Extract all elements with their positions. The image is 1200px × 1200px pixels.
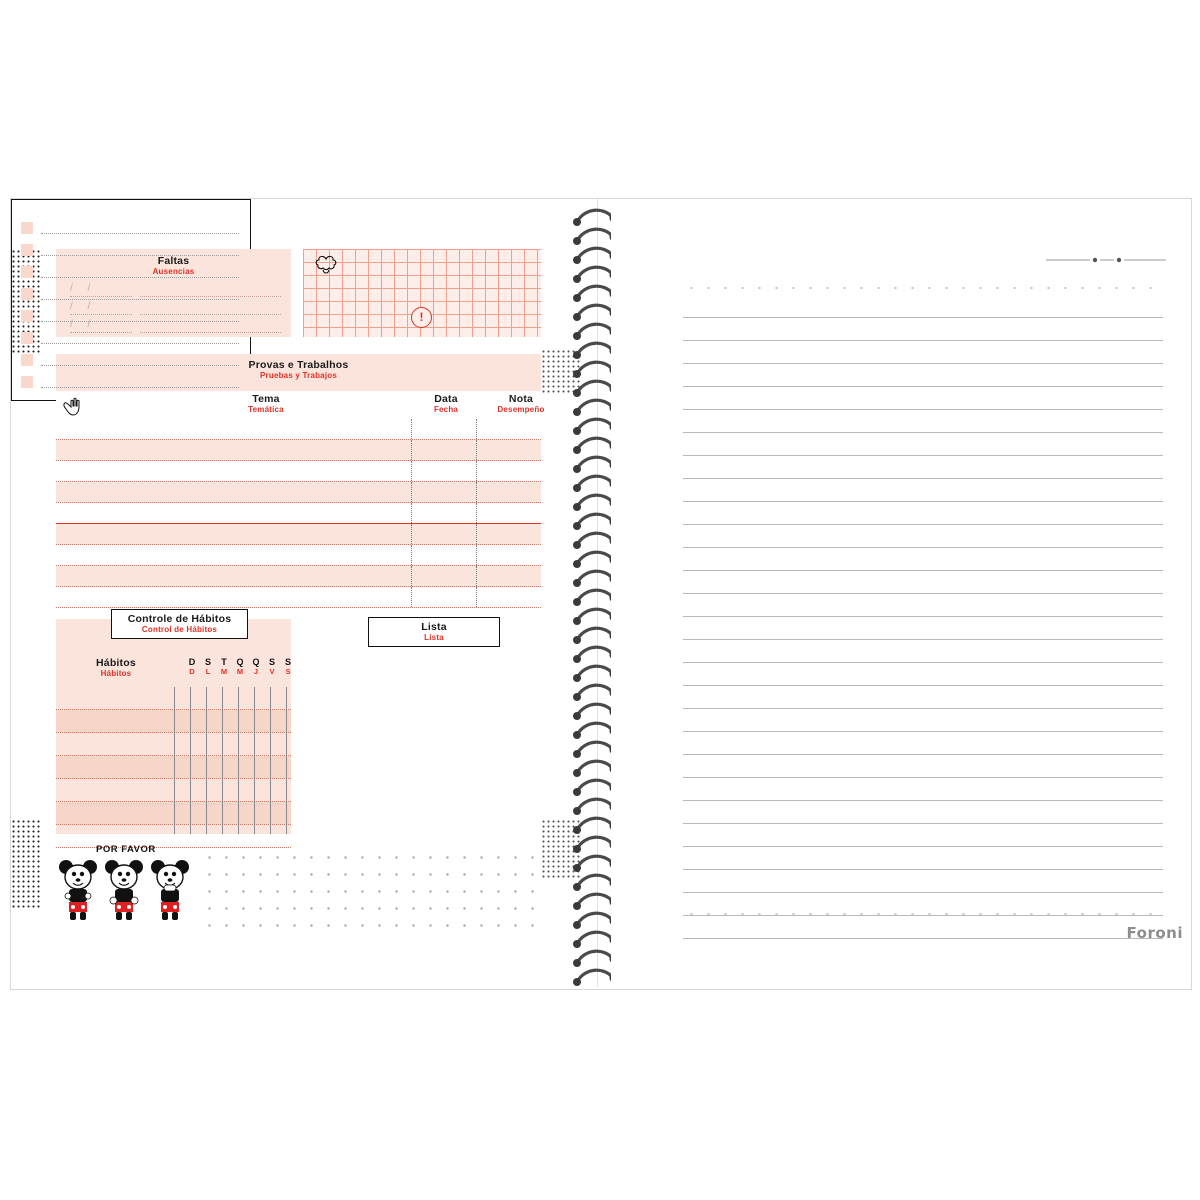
habitos-day-pt: S xyxy=(284,657,291,667)
mickey-icon xyxy=(151,860,189,920)
mickey-characters xyxy=(56,857,196,925)
ruled-line[interactable] xyxy=(683,686,1163,709)
spiral-end xyxy=(573,541,581,549)
habitos-day-pt: D xyxy=(188,657,196,667)
flower-icon xyxy=(311,254,341,280)
ruled-line[interactable] xyxy=(683,640,1163,663)
spiral-end xyxy=(573,522,581,530)
habitos-day-pt: Q xyxy=(252,657,260,667)
provas-divider xyxy=(476,440,477,460)
spiral-coil xyxy=(577,818,613,830)
spiral-end xyxy=(573,218,581,226)
spiral-coil xyxy=(577,799,613,811)
lista-checkbox[interactable] xyxy=(21,332,33,344)
provas-col-nota xyxy=(481,393,561,414)
habitos-grid-line xyxy=(286,687,287,834)
ruled-line[interactable] xyxy=(683,341,1163,364)
provas-col-data-label: Data xyxy=(434,393,458,405)
spiral-coil xyxy=(577,552,613,564)
provas-col-tema-sublabel: Temática xyxy=(248,405,284,414)
spiral-coil xyxy=(577,780,613,792)
spiral-end xyxy=(573,750,581,758)
provas-divider xyxy=(411,524,412,544)
ruled-line[interactable] xyxy=(683,479,1163,502)
habitos-day-es: J xyxy=(253,667,259,676)
spiral-coil xyxy=(577,609,613,621)
spiral-coil xyxy=(577,514,613,526)
lista-write-line[interactable] xyxy=(41,222,239,234)
habitos-day-es: D xyxy=(189,667,195,676)
mickey-icon xyxy=(59,860,97,920)
spiral-coil xyxy=(577,362,613,374)
provas-row[interactable] xyxy=(56,566,541,587)
lista-row[interactable] xyxy=(21,305,239,327)
habitos-grid-line xyxy=(190,687,191,834)
lista-checkbox[interactable] xyxy=(21,244,33,256)
spiral-coil xyxy=(577,590,613,602)
provas-rows[interactable] xyxy=(56,419,541,608)
lista-row[interactable] xyxy=(21,283,239,305)
spiral-coil xyxy=(577,723,613,735)
spiral-coil xyxy=(577,533,613,545)
habitos-day-es: S xyxy=(285,667,291,676)
ruled-line[interactable] xyxy=(683,548,1163,571)
exclamation-badge: ! xyxy=(411,307,432,328)
provas-row[interactable] xyxy=(56,587,541,608)
spiral-end xyxy=(573,959,581,967)
habitos-day-header xyxy=(184,657,200,676)
lista-row[interactable] xyxy=(21,327,239,349)
spiral-coil xyxy=(577,267,613,279)
provas-divider xyxy=(411,587,412,607)
spiral-end xyxy=(573,655,581,663)
spiral-end xyxy=(573,864,581,872)
ruled-line[interactable] xyxy=(683,571,1163,594)
habitos-grid-line xyxy=(222,687,223,834)
lista-checkbox[interactable] xyxy=(21,222,33,234)
spiral-coil xyxy=(577,932,613,944)
spiral-end xyxy=(573,674,581,682)
spiral-end xyxy=(573,769,581,777)
provas-col-tema-label: Tema xyxy=(252,393,280,405)
ruled-line[interactable] xyxy=(683,456,1163,479)
provas-divider xyxy=(411,566,412,586)
provas-divider xyxy=(476,503,477,523)
faltas-marks[interactable]: / / xyxy=(70,301,132,315)
habitos-grid-line xyxy=(238,687,239,834)
spiral-end xyxy=(573,465,581,473)
habitos-day-header xyxy=(264,657,280,676)
provas-divider xyxy=(476,419,477,439)
spiral-end xyxy=(573,598,581,606)
ruled-line[interactable] xyxy=(683,387,1163,410)
ruled-line[interactable] xyxy=(683,410,1163,433)
provas-table xyxy=(56,391,545,601)
habitos-day-es: L xyxy=(205,667,211,676)
faltas-marks[interactable]: / / xyxy=(70,283,132,297)
habitos-grid-line xyxy=(270,687,271,834)
provas-col-nota-label: Nota xyxy=(508,393,534,405)
provas-divider xyxy=(476,566,477,586)
spiral-end xyxy=(573,826,581,834)
ruled-line[interactable] xyxy=(683,870,1163,893)
spiral-end xyxy=(573,275,581,283)
ruled-line[interactable] xyxy=(683,778,1163,801)
habitos-day-pt: S xyxy=(204,657,211,667)
spiral-end xyxy=(573,712,581,720)
spiral-end xyxy=(573,389,581,397)
habitos-grid-line xyxy=(174,687,175,834)
spiral-coil xyxy=(577,704,613,716)
provas-divider xyxy=(411,545,412,565)
spiral-end xyxy=(573,332,581,340)
habitos-col-label-group xyxy=(96,657,136,678)
spiral-coil xyxy=(577,324,613,336)
ruled-line[interactable] xyxy=(683,525,1163,548)
habitos-day-es: M xyxy=(220,667,228,676)
spiral-coil xyxy=(577,400,613,412)
provas-divider xyxy=(411,461,412,481)
lista-checkbox[interactable] xyxy=(21,354,33,366)
spiral-coil xyxy=(577,647,613,659)
provas-row[interactable] xyxy=(56,482,541,503)
right-page xyxy=(611,199,1191,987)
provas-divider xyxy=(476,461,477,481)
spiral-coil xyxy=(577,742,613,754)
provas-col-nota-sublabel: Desempeño xyxy=(497,405,545,414)
ruled-line[interactable] xyxy=(683,502,1163,525)
spiral-end xyxy=(573,237,581,245)
habitos-day-es: M xyxy=(236,667,244,676)
provas-divider xyxy=(476,524,477,544)
ruled-line[interactable] xyxy=(683,295,1163,318)
spiral-end xyxy=(573,484,581,492)
lista-write-line[interactable] xyxy=(41,310,239,322)
provas-row[interactable] xyxy=(56,524,541,545)
spiral-end xyxy=(573,370,581,378)
provas-row[interactable] xyxy=(56,503,541,524)
spiral-coil xyxy=(577,229,613,241)
spiral-coil xyxy=(577,495,613,507)
spiral-end xyxy=(573,294,581,302)
lista-write-line[interactable] xyxy=(41,354,239,366)
spiral-end xyxy=(573,351,581,359)
spiral-end xyxy=(573,731,581,739)
spiral-end xyxy=(573,693,581,701)
lista-checkbox[interactable] xyxy=(21,376,33,388)
provas-divider xyxy=(411,419,412,439)
spiral-end xyxy=(573,788,581,796)
spiral-end xyxy=(573,446,581,454)
notebook-spread xyxy=(10,198,1192,990)
ruled-line[interactable] xyxy=(683,916,1163,939)
habitos-day-header xyxy=(232,657,248,676)
lista-panel xyxy=(11,199,251,401)
lista-subtitle: Lista xyxy=(424,633,444,642)
spiral-coil xyxy=(577,970,613,982)
spiral-end xyxy=(573,256,581,264)
provas-row[interactable] xyxy=(56,419,541,440)
ruled-line[interactable] xyxy=(683,824,1163,847)
spiral-coil xyxy=(577,381,613,393)
ruled-line[interactable] xyxy=(683,847,1163,870)
spiral-coil xyxy=(577,856,613,868)
habitos-panel xyxy=(56,619,291,834)
lista-checkbox[interactable] xyxy=(21,266,33,278)
spiral-end xyxy=(573,560,581,568)
provas-divider xyxy=(476,545,477,565)
lista-write-line[interactable] xyxy=(41,332,239,344)
spiral-end xyxy=(573,617,581,625)
habitos-check-grid[interactable] xyxy=(174,687,286,834)
ruled-line[interactable] xyxy=(683,732,1163,755)
left-page xyxy=(11,199,606,987)
ruled-line[interactable] xyxy=(683,364,1163,387)
provas-title: Provas e Trabalhos xyxy=(248,359,349,371)
page-marker-ticks xyxy=(1046,255,1166,265)
habitos-day-pt: Q xyxy=(236,657,244,667)
lista-checkbox[interactable] xyxy=(21,288,33,300)
spiral-coil xyxy=(577,305,613,317)
provas-divider xyxy=(476,482,477,502)
faltas-title: Faltas xyxy=(157,255,190,267)
spiral-coil xyxy=(577,343,613,355)
spiral-coil xyxy=(577,628,613,640)
lista-title: Lista xyxy=(421,621,447,633)
ruled-line[interactable] xyxy=(683,433,1163,456)
lista-rows[interactable] xyxy=(21,217,239,393)
faltas-subtitle: Ausencias xyxy=(152,267,195,276)
provas-divider xyxy=(411,440,412,460)
dot-grid-field[interactable] xyxy=(201,849,541,929)
lista-row[interactable] xyxy=(21,349,239,371)
spiral-coil xyxy=(577,210,613,222)
habitos-day-es: V xyxy=(269,667,275,676)
ruled-line[interactable] xyxy=(683,755,1163,778)
spiral-coil xyxy=(577,248,613,260)
spiral-coil xyxy=(577,438,613,450)
habitos-grid-line xyxy=(206,687,207,834)
lista-write-line[interactable] xyxy=(41,288,239,300)
spiral-end xyxy=(573,313,581,321)
provas-subtitle: Pruebas y Trabajos xyxy=(260,371,337,380)
provas-row[interactable] xyxy=(56,440,541,461)
provas-col-data xyxy=(411,393,481,414)
provas-divider xyxy=(411,503,412,523)
lista-write-line[interactable] xyxy=(41,266,239,278)
lista-row[interactable] xyxy=(21,217,239,239)
habitos-subtitle: Control de Hábitos xyxy=(141,625,218,634)
por-favor-label: POR FAVOR xyxy=(96,844,156,855)
mickey-icon xyxy=(105,860,143,920)
spiral-end xyxy=(573,408,581,416)
spiral-end xyxy=(573,503,581,511)
lista-row[interactable] xyxy=(21,261,239,283)
habitos-day-pt: S xyxy=(268,657,275,667)
habitos-col-label: Hábitos xyxy=(96,657,136,669)
right-page-ruled-lines[interactable] xyxy=(683,295,1163,939)
habitos-title-tag xyxy=(111,609,248,639)
spiral-coil xyxy=(577,419,613,431)
provas-table-head xyxy=(56,391,545,419)
spiral-coil xyxy=(577,666,613,678)
provas-divider xyxy=(476,587,477,607)
spiral-end xyxy=(573,636,581,644)
spiral-coil xyxy=(577,457,613,469)
brand-logo: Foroni xyxy=(1126,924,1183,942)
provas-col-tema xyxy=(206,393,326,414)
spiral-end xyxy=(573,807,581,815)
spiral-coil xyxy=(577,476,613,488)
habitos-day-header xyxy=(200,657,216,676)
provas-row[interactable] xyxy=(56,545,541,566)
lista-row[interactable] xyxy=(21,239,239,261)
spiral-end xyxy=(573,902,581,910)
spiral-coil xyxy=(577,571,613,583)
pointing-hand-icon xyxy=(62,395,92,417)
ruled-line[interactable] xyxy=(683,318,1163,341)
habitos-col-sublabel: Hábitos xyxy=(100,669,132,678)
ruled-line[interactable] xyxy=(683,709,1163,732)
ruled-line[interactable] xyxy=(683,801,1163,824)
lista-title-tag xyxy=(368,617,500,647)
right-page-bottom-dots xyxy=(683,911,1163,917)
spiral-coil xyxy=(577,286,613,298)
halftone-decoration-bottom xyxy=(11,819,41,909)
spiral-coil xyxy=(577,913,613,925)
lista-write-line[interactable] xyxy=(41,244,239,256)
spiral-end xyxy=(573,883,581,891)
spiral-end xyxy=(573,921,581,929)
spiral-coil xyxy=(577,875,613,887)
habitos-grid-line xyxy=(254,687,255,834)
faltas-marks[interactable]: / / xyxy=(70,319,132,333)
habitos-day-header xyxy=(216,657,232,676)
lista-row[interactable] xyxy=(21,371,239,393)
ruled-line[interactable] xyxy=(683,594,1163,617)
provas-row[interactable] xyxy=(56,461,541,482)
spiral-coil xyxy=(577,894,613,906)
grid-note-box[interactable] xyxy=(303,249,541,337)
spiral-coil xyxy=(577,685,613,697)
spiral-end xyxy=(573,940,581,948)
ruled-line[interactable] xyxy=(683,663,1163,686)
spiral-end xyxy=(573,427,581,435)
spiral-end xyxy=(573,845,581,853)
lista-write-line[interactable] xyxy=(41,376,239,388)
spiral-coil xyxy=(577,951,613,963)
provas-col-data-sublabel: Fecha xyxy=(433,405,459,414)
habitos-day-header xyxy=(248,657,264,676)
habitos-title: Controle de Hábitos xyxy=(127,613,232,625)
habitos-day-header xyxy=(280,657,296,676)
spiral-coil xyxy=(577,761,613,773)
habitos-day-pt: T xyxy=(221,657,227,667)
provas-divider xyxy=(411,482,412,502)
lista-checkbox[interactable] xyxy=(21,310,33,322)
spiral-end xyxy=(573,978,581,986)
right-page-top-dots xyxy=(683,285,1163,291)
habitos-day-headers xyxy=(184,657,296,676)
ruled-line[interactable] xyxy=(683,617,1163,640)
spiral-coil xyxy=(577,837,613,849)
spiral-end xyxy=(573,579,581,587)
